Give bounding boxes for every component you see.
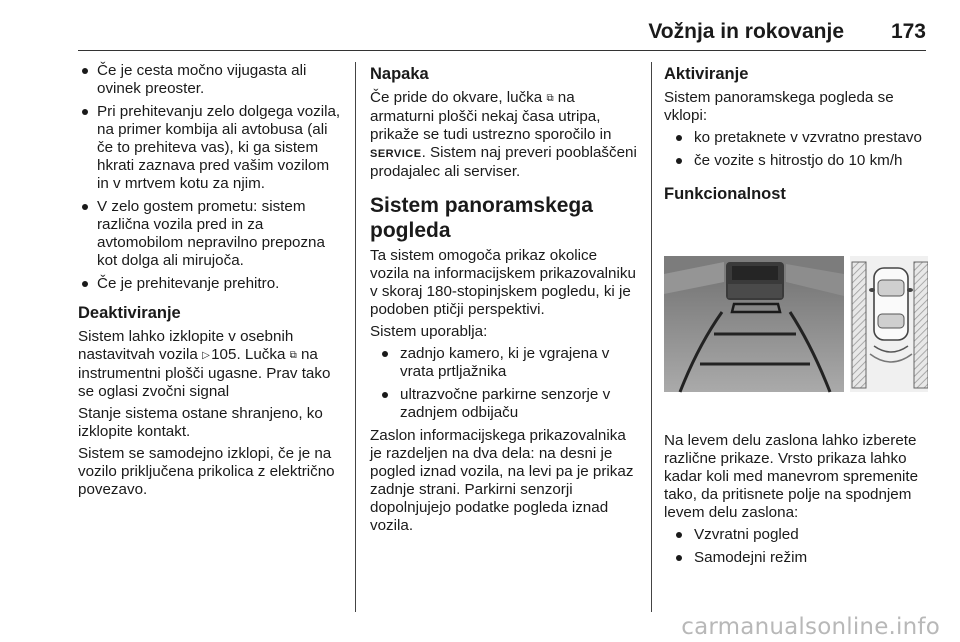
car-top-view-icon: [869, 268, 913, 340]
section-heading: Sistem panoramskega pogleda: [370, 194, 593, 242]
list-item: ko pretaknete v vzvratno prestavo: [664, 129, 928, 147]
fault-paragraph: Če pride do okvare, lučka ⧉ na armaturni plošči nekaj časa utripa, prikaže se tudi ustrezno sporočilo in SERVICE. Sistem naj preveri pooblaščeni prodajalec ali serviser.: [370, 89, 637, 180]
list-item: Pri prehitevanju zelo dolgega vozila, na primer kombija ali avtobusa (ali če to prehiteva vas), ki ga sistem hkrati zaznava pred vašim vozilom in v mrtvem kotu za njim.: [78, 103, 344, 193]
panoramic-view-illustration: [664, 216, 928, 414]
page-ref-link[interactable]: 105: [211, 346, 237, 363]
functionality-paragraph: Na levem delu zaslona lahko izberete različne prikaze. Vrsto prikaza lahko kadar koli med manevrom spremenite tako, da pritisnete polje na spodnjem levem delu zaslona:: [664, 432, 919, 521]
list-item: Če je cesta močno vijugasta ali ovinek preoster.: [78, 62, 344, 98]
list-item: Samodejni režim: [664, 549, 928, 567]
list-item: če vozite s hitrostjo do 10 km/h: [664, 152, 928, 170]
intro-paragraph: Ta sistem omogoča prikaz okolice vozila na informacijskem prikazovalniku v skoraj 180-stopinjskem pogledu, ki je podoben ptičji perspektivi.: [370, 247, 636, 318]
column-right: [664, 62, 928, 572]
list-item: V zelo gostem prometu: sistem različna vozila pred in za avtomobilom nepravilno prepozna kot dolga ali mirujoča.: [78, 198, 344, 270]
page-ref-arrow-icon: ▷: [202, 350, 210, 361]
page-header: [78, 20, 926, 51]
header-title: Vožnja in rokovanje: [648, 20, 844, 43]
display-paragraph: Zaslon informacijskega prikazovalnika je razdeljen na dva dela: na desni je pogled iznad vozila, na levi pa je prikaz zadnje strani. Parkirni senzorji dopolnjujejo podatke pogleda iznad vozila.: [370, 427, 634, 534]
watermark: carmanualsonline.info: [681, 614, 940, 640]
list-item: Vzvratni pogled: [664, 526, 928, 544]
page-number: 173: [890, 20, 926, 43]
side-blind-spot-lamp-icon: ⧉: [289, 350, 297, 361]
activation-list: [664, 129, 928, 170]
uses-label: Sistem uporablja:: [370, 323, 488, 340]
column-left: [78, 62, 344, 503]
column-middle: [370, 62, 638, 539]
deactivation-paragraph-3: Sistem se samodejno izklopi, če je na vozilo priključena prikolica z električno povezavo.: [78, 445, 335, 498]
list-item: ultrazvočne parkirne senzorje v zadnjem odbijaču: [370, 386, 638, 422]
column-divider: [355, 62, 356, 612]
view-modes-list: [664, 526, 928, 567]
column-divider: [651, 62, 652, 612]
conditions-list: [78, 62, 344, 293]
activation-heading: Aktiviranje: [664, 65, 749, 83]
activation-paragraph: Sistem panoramskega pogleda se vklopi:: [664, 89, 894, 124]
side-blind-spot-lamp-icon: ⧉: [546, 93, 554, 104]
service-label: SERVICE: [370, 148, 422, 160]
panoramic-view-figure: [664, 216, 928, 414]
deactivation-paragraph: Sistem lahko izklopite v osebnih nastavitvah vozila ▷ 105. Lučka ⧉ na instrumentni plošči ugasne. Prav tako se oglasi zvočni signal: [78, 328, 331, 400]
functionality-heading: Funkcionalnost: [664, 185, 786, 203]
rear-camera-view: [664, 256, 844, 392]
fault-heading: Napaka: [370, 65, 429, 83]
deactivation-paragraph-2: Stanje sistema ostane shranjeno, ko izklopite kontakt.: [78, 405, 323, 440]
list-item: zadnjo kamero, ki je vgrajena v vrata prtljažnika: [370, 345, 638, 381]
top-down-view: [850, 256, 928, 392]
list-item: Če je prehitevanje prehitro.: [78, 275, 344, 293]
uses-list: [370, 345, 638, 422]
deactivation-heading: Deaktiviranje: [78, 304, 181, 322]
